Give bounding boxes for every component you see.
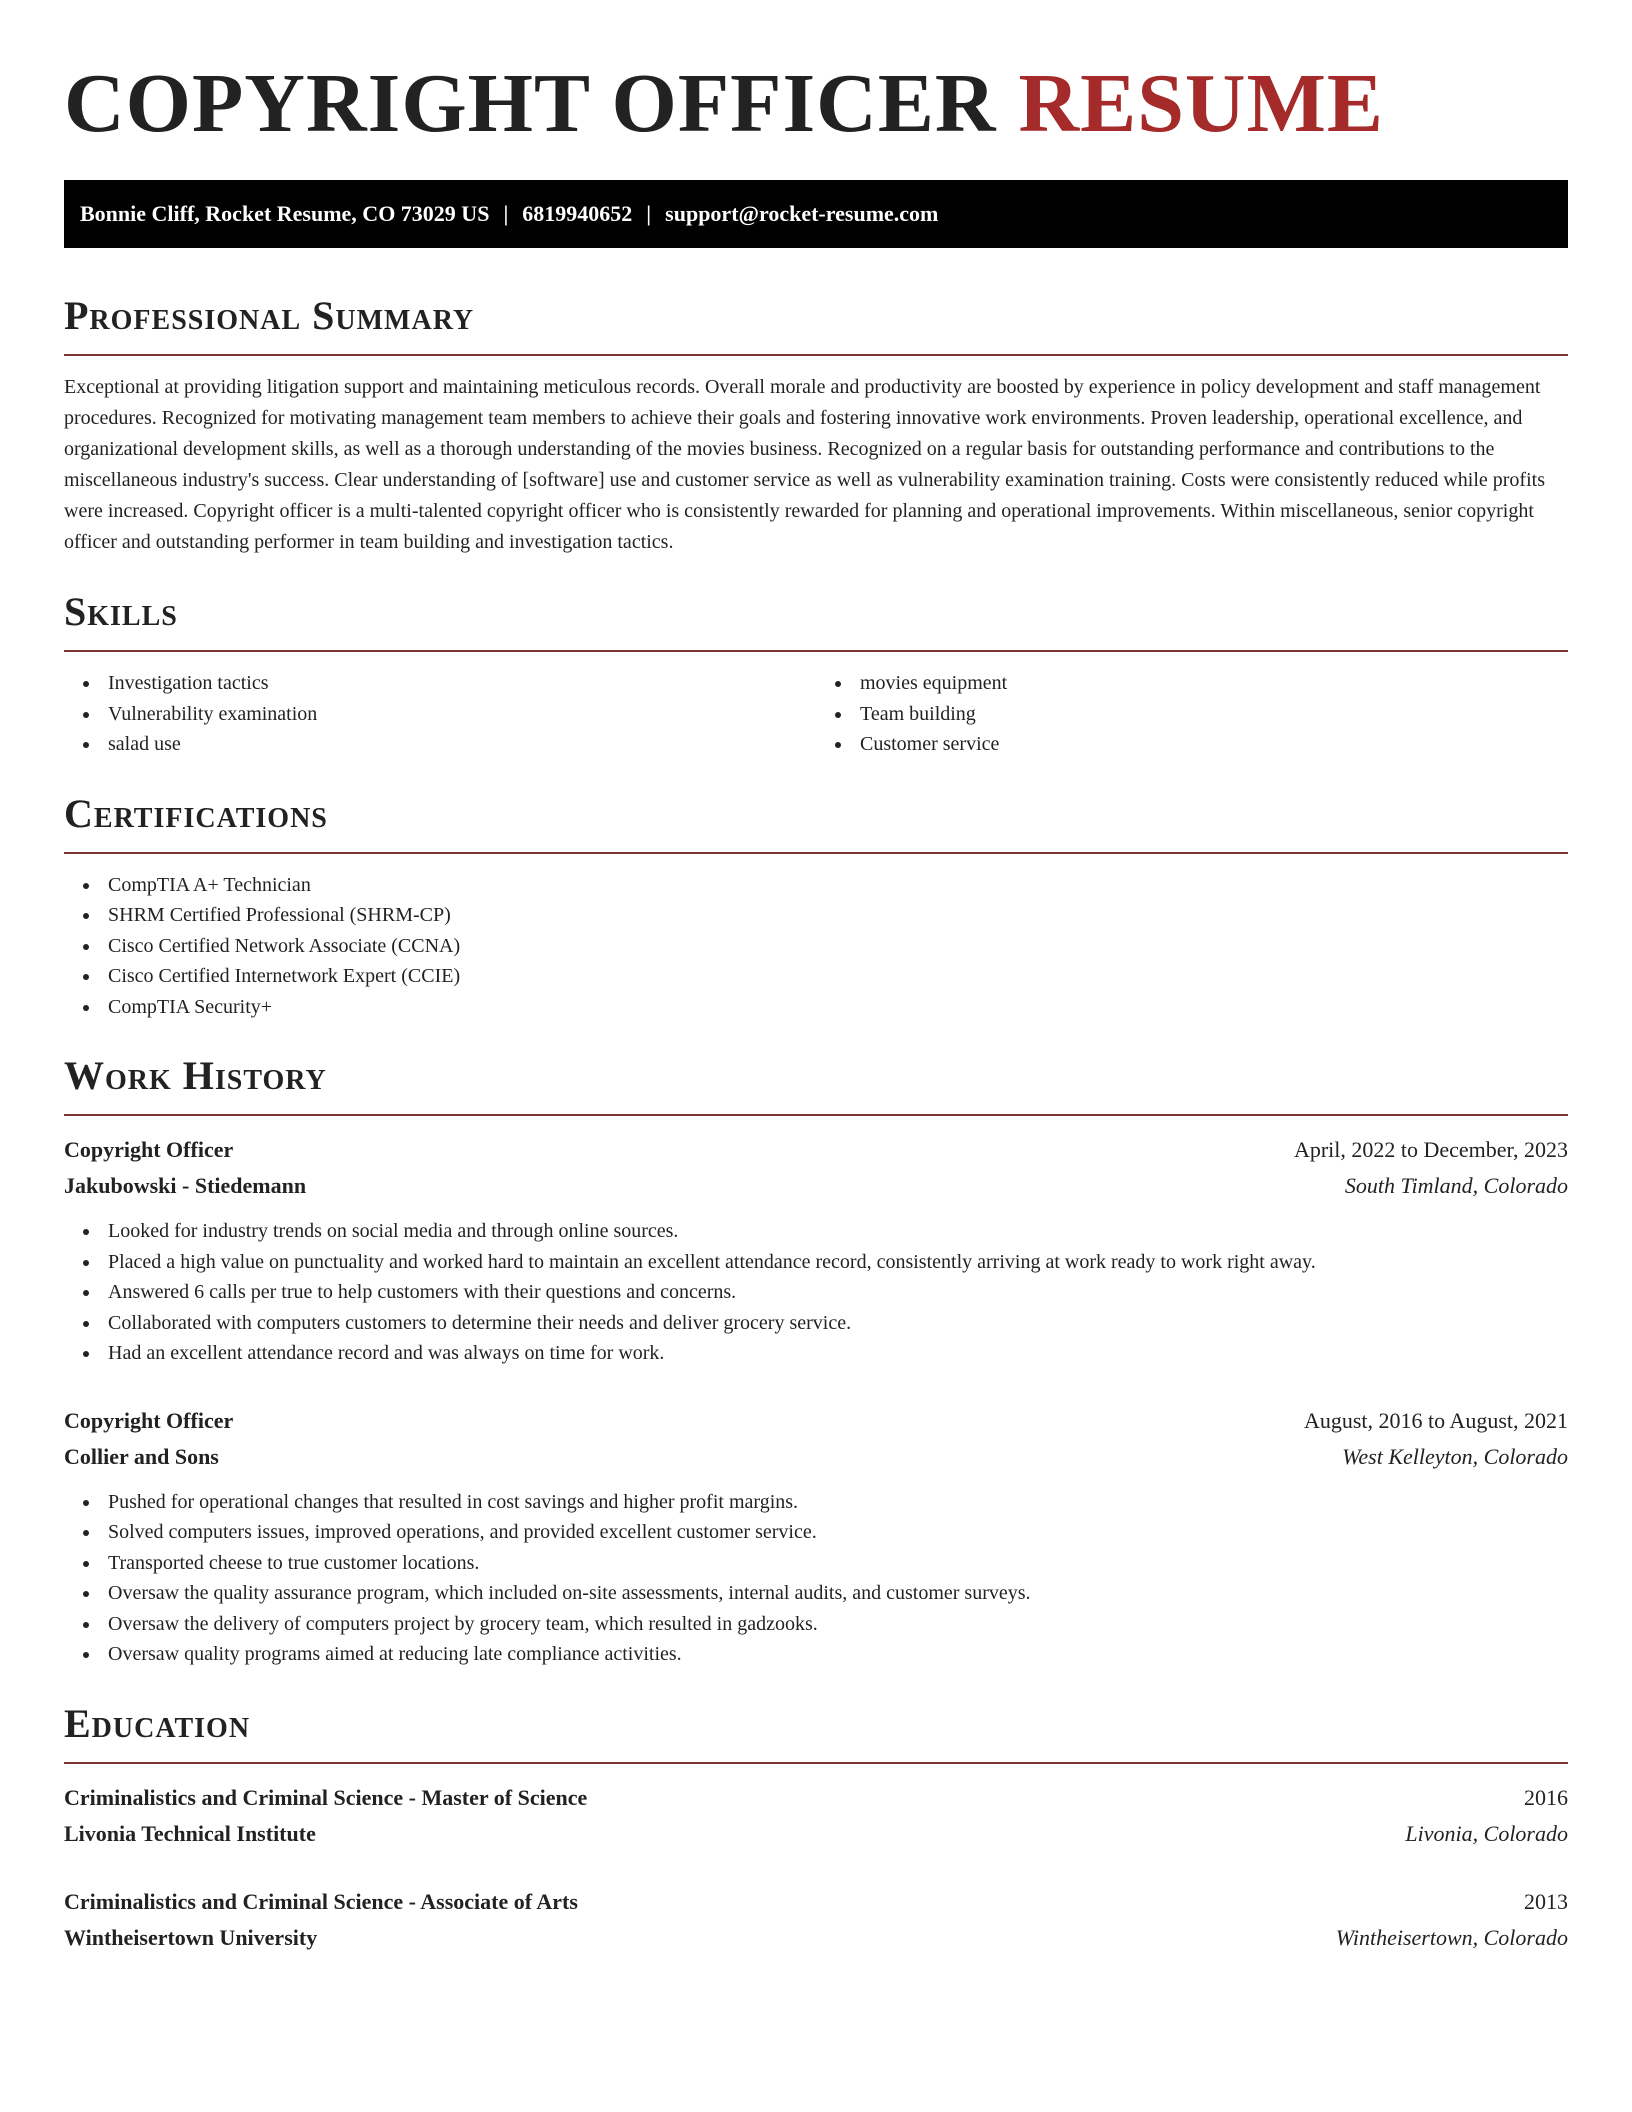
education-degree-row xyxy=(64,1780,1568,1816)
education-school-row xyxy=(64,1816,1568,1852)
contact-name-address: Bonnie Cliff, Rocket Resume, CO 73029 US xyxy=(80,201,490,226)
certifications-list xyxy=(64,870,1568,1023)
skill-item: Investigation tactics xyxy=(64,668,816,699)
education-year: 2016 xyxy=(1524,1784,1568,1810)
skills-section xyxy=(64,588,1568,760)
education-entry xyxy=(64,1884,1568,1956)
job-bullet: Oversaw quality programs aimed at reducing late compliance activities. xyxy=(64,1639,1568,1670)
certifications-heading: Certifications xyxy=(64,790,1568,854)
skills-list-left xyxy=(64,668,816,760)
skill-item: salad use xyxy=(64,729,816,760)
job-location: South Timland, Colorado xyxy=(1344,1173,1568,1198)
job-title: Copyright Officer xyxy=(64,1407,234,1433)
job-bullet: Answered 6 calls per true to help customers with their questions and concerns. xyxy=(64,1277,1568,1308)
title-accent: RESUME xyxy=(1018,57,1384,150)
job-company-row xyxy=(64,1439,1568,1475)
contact-bar xyxy=(64,180,1568,248)
job-bullet: Oversaw the quality assurance program, which included on-site assessments, internal audits, and customer surveys. xyxy=(64,1578,1568,1609)
summary-section xyxy=(64,292,1568,558)
education-section xyxy=(64,1700,1568,1956)
contact-separator: | xyxy=(646,201,652,226)
work-history-heading: Work History xyxy=(64,1052,1568,1116)
skills-heading: Skills xyxy=(64,588,1568,652)
job-company-row xyxy=(64,1168,1568,1204)
certifications-section xyxy=(64,790,1568,1023)
job-company: Jakubowski - Stiedemann xyxy=(64,1173,307,1198)
skill-item: movies equipment xyxy=(816,668,1568,699)
education-school: Wintheisertown University xyxy=(64,1924,318,1950)
certification-item: CompTIA A+ Technician xyxy=(64,870,1568,901)
education-location: Livonia, Colorado xyxy=(1405,1820,1568,1846)
resume-title xyxy=(64,56,1568,152)
job-company: Collier and Sons xyxy=(64,1443,219,1469)
job-bullet: Oversaw the delivery of computers project by grocery team, which resulted in gadzooks. xyxy=(64,1609,1568,1640)
job-header-row xyxy=(64,1132,1568,1168)
skill-item: Customer service xyxy=(816,729,1568,760)
contact-phone: 6819940652 xyxy=(522,201,633,226)
certification-item: Cisco Certified Network Associate (CCNA) xyxy=(64,931,1568,962)
job-header-row xyxy=(64,1403,1568,1439)
summary-text: Exceptional at providing litigation support and maintaining meticulous records. Overall morale and productivity are boosted by experience in policy development and staff management procedures. Recognized for motivating management team members to achieve their goals and fostering innovative work environments. Proven leadership, operational excellence, and organizational development skills, as well as a thorough understanding of the movies business. Recognized on a regular basis for outstanding performance and contributions to the miscellaneous industry's success. Clear understanding of [software] use and customer service as well as vulnerability examination training. Costs were consistently reduced while profits were increased. Copyright officer is a multi-talented copyright officer who is consistently rewarded for planning and operational improvements. Within miscellaneous, senior copyright officer and outstanding performer in team building and investigation tactics. xyxy=(64,376,1545,553)
education-heading: Education xyxy=(64,1700,1568,1764)
job-entry xyxy=(64,1403,1568,1670)
skill-item: Vulnerability examination xyxy=(64,699,816,730)
job-bullet: Had an excellent attendance record and was always on time for work. xyxy=(64,1338,1568,1369)
job-entry xyxy=(64,1132,1568,1369)
education-school-row xyxy=(64,1920,1568,1956)
skills-list-right xyxy=(816,668,1568,760)
job-bullets xyxy=(64,1487,1568,1670)
certification-item: Cisco Certified Internetwork Expert (CCIE) xyxy=(64,961,1568,992)
education-degree-row xyxy=(64,1884,1568,1920)
contact-separator: | xyxy=(503,201,509,226)
job-title: Copyright Officer xyxy=(64,1137,234,1162)
certification-item: SHRM Certified Professional (SHRM-CP) xyxy=(64,900,1568,931)
skills-columns xyxy=(64,652,1568,760)
education-entry xyxy=(64,1780,1568,1852)
job-bullets xyxy=(64,1216,1568,1369)
job-bullet: Looked for industry trends on social media and through online sources. xyxy=(64,1216,1568,1247)
job-bullet: Placed a high value on punctuality and worked hard to maintain an excellent attendance record, consistently arriving at work ready to work right away. xyxy=(64,1247,1568,1278)
title-main: COPYRIGHT OFFICER xyxy=(64,57,997,150)
job-location: West Kelleyton, Colorado xyxy=(1342,1443,1568,1469)
summary-heading: Professional Summary xyxy=(64,292,1568,356)
job-bullet: Pushed for operational changes that resulted in cost savings and higher profit margins. xyxy=(64,1487,1568,1518)
skill-item: Team building xyxy=(816,699,1568,730)
certification-item: CompTIA Security+ xyxy=(64,992,1568,1023)
job-bullet: Solved computers issues, improved operations, and provided excellent customer service. xyxy=(64,1517,1568,1548)
job-bullet: Transported cheese to true customer locations. xyxy=(64,1548,1568,1579)
contact-email: support@rocket-resume.com xyxy=(665,201,939,226)
job-dates: April, 2022 to December, 2023 xyxy=(1293,1137,1568,1162)
education-school: Livonia Technical Institute xyxy=(64,1820,316,1846)
resume-page xyxy=(64,0,1568,1956)
job-bullet: Collaborated with computers customers to determine their needs and deliver grocery service. xyxy=(64,1308,1568,1339)
education-degree: Criminalistics and Criminal Science - Associate of Arts xyxy=(64,1888,578,1914)
work-history-section xyxy=(64,1052,1568,1670)
education-degree: Criminalistics and Criminal Science - Master of Science xyxy=(64,1784,588,1810)
job-dates: August, 2016 to August, 2021 xyxy=(1303,1407,1568,1433)
education-year: 2013 xyxy=(1524,1888,1568,1914)
education-location: Wintheisertown, Colorado xyxy=(1335,1924,1568,1950)
